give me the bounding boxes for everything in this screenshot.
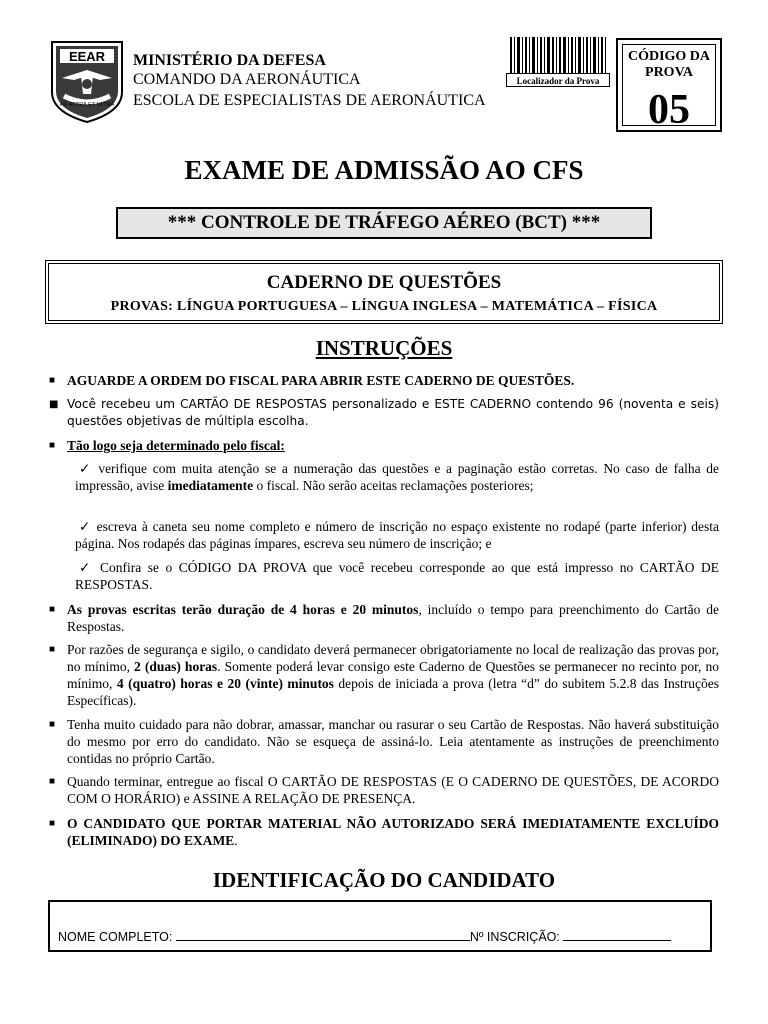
exam-title: EXAME DE ADMISSÃO AO CFS — [184, 155, 584, 185]
registration-field[interactable] — [563, 928, 671, 941]
square-bullet-icon: ■ — [49, 776, 56, 787]
instruction-item: ■ As provas escritas terão duração de 4 horas e 20 minutos, incluído o tempo para preenchimento do Cartão de Respostas. — [49, 602, 719, 634]
registration-label: Nº INSCRIÇÃO: — [469, 930, 560, 944]
instructions-title: INSTRUÇÕES — [315, 336, 453, 360]
square-bullet-icon: ■ — [49, 399, 59, 410]
booklet-box — [45, 260, 723, 324]
exam-code-value: 05 — [648, 87, 690, 133]
eear-logo — [48, 40, 126, 124]
check-icon: ✓ — [79, 461, 99, 476]
identification-title: IDENTIFICAÇÃO DO CANDIDATO — [212, 868, 556, 892]
command-name: COMANDO DA AERONÁUTICA — [133, 71, 361, 88]
logo-motto: AD ASTRA ET ULTRA — [59, 102, 115, 108]
square-bullet-icon: ■ — [49, 375, 56, 386]
booklet-subjects: PROVAS: LÍNGUA PORTUGUESA – LÍNGUA INGLESA – MATEMÁTICA – FÍSICA — [110, 299, 658, 314]
ministry-name: MINISTÉRIO DA DEFESA — [133, 52, 326, 69]
instruction-item: ■ Você recebeu um CARTÃO DE RESPOSTAS personalizado e ESTE CADERNO contendo 96 (noventa e seis) questões objetivas de múltipla escolha. — [49, 397, 719, 428]
square-bullet-icon: ■ — [49, 604, 56, 615]
instruction-item: ■ Quando terminar, entregue ao fiscal O CARTÃO DE RESPOSTAS (E O CADERNO DE QUESTÕES, DE ACORDO COM O HORÁRIO) e ASSINE A RELAÇÃO DE PRESENÇA. — [49, 774, 719, 806]
instruction-item: ■ AGUARDE A ORDEM DO FISCAL PARA ABRIR ESTE CADERNO DE QUESTÕES. — [49, 373, 575, 388]
subject-banner: *** CONTROLE DE TRÁFEGO AÉREO (BCT) *** — [116, 207, 652, 239]
booklet-title: CADERNO DE QUESTÕES — [266, 272, 502, 293]
exam-code-box — [616, 38, 722, 132]
instruction-item: ■ Tão logo seja determinado pelo fiscal: — [49, 438, 285, 453]
sub-item: ✓ Confira se o CÓDIGO DA PROVA que você recebeu corresponde ao que está impresso no CARTÃO DE RESPOSTAS. — [75, 560, 720, 592]
check-icon: ✓ — [79, 560, 100, 575]
instruction-item: ■ O CANDIDATO QUE PORTAR MATERIAL NÃO AUTORIZADO SERÁ IMEDIATAMENTE EXCLUÍDO (ELIMINADO) DO EXAME. — [49, 816, 719, 848]
school-name: ESCOLA DE ESPECIALISTAS DE AERONÁUTICA — [133, 92, 486, 109]
full-name-field[interactable] — [176, 928, 470, 941]
full-name-label: NOME COMPLETO: — [58, 930, 173, 944]
square-bullet-icon: ■ — [49, 440, 56, 451]
exam-code-label: CÓDIGO DA PROVA — [627, 49, 711, 80]
square-bullet-icon: ■ — [49, 644, 56, 655]
logo-acronym: EEAR — [68, 49, 106, 64]
square-bullet-icon: ■ — [49, 818, 56, 829]
sub-item: ✓ verifique com muita atenção se a numeração das questões e a paginação estão corretas. No caso de falha de impressão, avise imediatamente o fiscal. Não serão aceitas reclamações posteriores; — [75, 461, 720, 493]
instruction-item: ■ Tenha muito cuidado para não dobrar, amassar, manchar ou rasurar o seu Cartão de Respostas. Não haverá substituição do mesmo por erro do candidato. Não se esqueça de assiná-lo. Leia atentamente as instruções de preenchimento contidas no próprio Cartão. — [49, 717, 719, 766]
square-bullet-icon: ■ — [49, 719, 56, 730]
check-icon: ✓ — [79, 519, 97, 534]
barcode-label: Localizador da Prova — [506, 73, 610, 87]
instruction-item: ■ Por razões de segurança e sigilo, o candidato deverá permanecer obrigatoriamente no local de realização das provas por, no mínimo, 2 (duas) horas. Somente poderá levar consigo este Caderno de Questões se permanecer no recinto por, no mínimo, 4 (quatro) horas e 20 (vinte) minutos depois de iniciada a prova (letra “d” do subitem 5.2.8 das Instruções Específicas). — [49, 642, 719, 708]
identification-box — [48, 900, 712, 952]
sub-item: ✓ escreva à caneta seu nome completo e número de inscrição no espaço existente no rodapé (parte inferior) desta página. Nos rodapés das páginas ímpares, escreva seu número de inscrição; e — [75, 519, 719, 551]
